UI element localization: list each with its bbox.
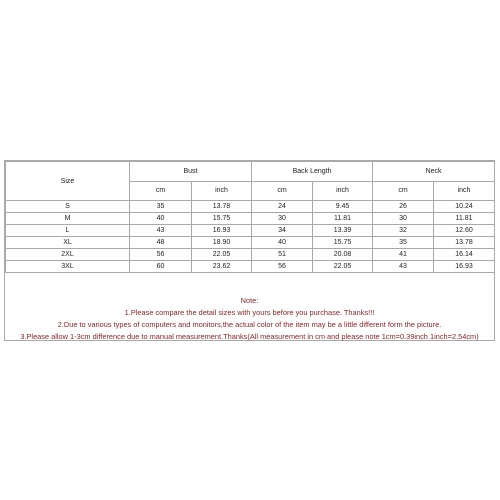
size-cell: XL	[6, 237, 130, 249]
neck-inch-cell: 12.60	[434, 225, 495, 237]
bust-inch-cell: 15.75	[192, 213, 252, 225]
size-cell: S	[6, 201, 130, 213]
size-chart	[4, 160, 495, 341]
notes-section	[5, 295, 494, 343]
table-row	[6, 213, 495, 225]
neck-inch-cell: 13.78	[434, 237, 495, 249]
table-row	[6, 237, 495, 249]
neck-cm-cell: 35	[373, 237, 434, 249]
neck-cm-header: cm	[373, 182, 434, 201]
neck-inch-cell: 16.93	[434, 261, 495, 273]
back-cm-cell: 30	[252, 213, 313, 225]
bust-inch-cell: 13.78	[192, 201, 252, 213]
bust-cm-cell: 43	[130, 225, 192, 237]
bust-cm-cell: 60	[130, 261, 192, 273]
back-cm-cell: 51	[252, 249, 313, 261]
bust-inch-cell: 18.90	[192, 237, 252, 249]
bust-cm-header: cm	[130, 182, 192, 201]
bust-header: Bust	[130, 162, 252, 182]
bust-inch-cell: 22.05	[192, 249, 252, 261]
size-cell: M	[6, 213, 130, 225]
bust-inch-header: inch	[192, 182, 252, 201]
neck-inch-cell: 11.81	[434, 213, 495, 225]
table-row	[6, 225, 495, 237]
table-body	[6, 201, 495, 273]
table-row	[6, 249, 495, 261]
note-line-1: 1.Please compare the detail sizes with yours before you purchase. Thanks!!!	[124, 308, 375, 317]
neck-header: Neck	[373, 162, 495, 182]
neck-cm-cell: 41	[373, 249, 434, 261]
back-inch-cell: 20.08	[313, 249, 373, 261]
neck-cm-cell: 43	[373, 261, 434, 273]
neck-cm-cell: 30	[373, 213, 434, 225]
neck-inch-cell: 16.14	[434, 249, 495, 261]
size-table	[5, 161, 495, 273]
back-cm-header: cm	[252, 182, 313, 201]
back-cm-cell: 34	[252, 225, 313, 237]
neck-cm-cell: 32	[373, 225, 434, 237]
bust-cm-cell: 48	[130, 237, 192, 249]
size-cell: L	[6, 225, 130, 237]
size-cell: 3XL	[6, 261, 130, 273]
back-cm-cell: 40	[252, 237, 313, 249]
back-cm-cell: 56	[252, 261, 313, 273]
table-header-row	[6, 162, 495, 182]
neck-inch-cell: 10.24	[434, 201, 495, 213]
bust-cm-cell: 56	[130, 249, 192, 261]
size-column-header: Size	[6, 162, 130, 201]
notes-title: Note:	[240, 296, 259, 305]
note-line-2: 2.Due to various types of computers and monitors,the actual color of the item may be a little different form the picture.	[57, 320, 442, 329]
neck-inch-header: inch	[434, 182, 495, 201]
back-inch-cell: 15.75	[313, 237, 373, 249]
back-length-header: Back Length	[252, 162, 373, 182]
back-inch-header: inch	[313, 182, 373, 201]
table-row	[6, 201, 495, 213]
back-inch-cell: 9.45	[313, 201, 373, 213]
back-inch-cell: 22.05	[313, 261, 373, 273]
size-cell: 2XL	[6, 249, 130, 261]
bust-cm-cell: 40	[130, 213, 192, 225]
table-row	[6, 261, 495, 273]
back-inch-cell: 11.81	[313, 213, 373, 225]
note-line-3: 3.Please allow 1-3cm difference due to manual measurement.Thanks(All measurement in cm and please note 1cm=0.39inch 1inch=2.54cm)	[20, 332, 479, 341]
bust-cm-cell: 35	[130, 201, 192, 213]
back-inch-cell: 13.39	[313, 225, 373, 237]
neck-cm-cell: 26	[373, 201, 434, 213]
bust-inch-cell: 23.62	[192, 261, 252, 273]
bust-inch-cell: 16.93	[192, 225, 252, 237]
back-cm-cell: 24	[252, 201, 313, 213]
